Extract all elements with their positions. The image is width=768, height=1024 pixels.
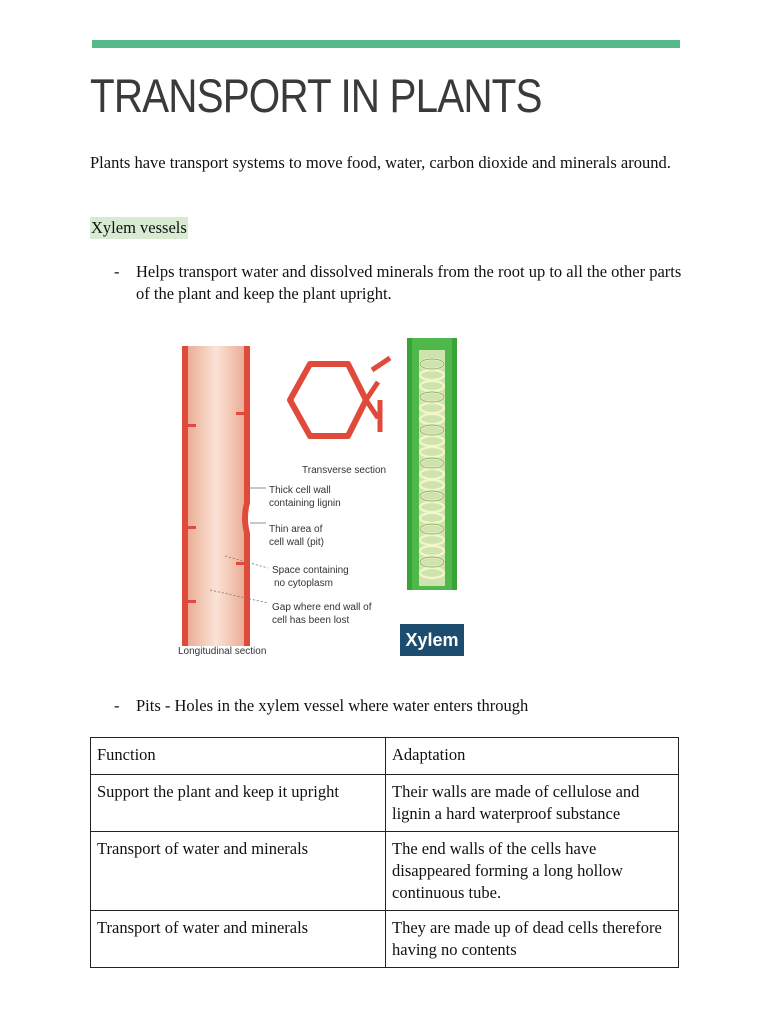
adaptation-cell: The end walls of the cells have disappeared forming a long hollow continuous tube. [386,832,679,911]
adaptation-cell: They are made up of dead cells therefore having no contents [386,911,679,968]
table-row [91,775,679,832]
thin-area-label-2: cell wall (pit) [269,537,325,548]
thick-wall-label-2: containing lignin [269,498,341,509]
space-label-2: no cytoplasm [274,578,333,589]
gap-label-1: Gap where end wall of [272,602,372,613]
page-title: TRANSPORT IN PLANTS [90,69,542,122]
adaptation-cell: Their walls are made of cellulose and lignin a hard waterproof substance [386,775,679,832]
gap-label-2: cell has been lost [272,615,350,626]
bullet-text: Pits - Holes in the xylem vessel where water enters through [136,696,529,715]
xylem-illustration [170,328,610,664]
table-row [91,911,679,968]
table-row [91,832,679,911]
longitudinal-section-label: Longitudinal section [178,646,267,657]
top-rule [92,40,680,48]
thick-wall-label-1: Thick cell wall [269,485,331,496]
header-function: Function [91,738,386,775]
bullet-item [114,261,684,305]
function-cell: Transport of water and minerals [91,911,386,968]
xylem-diagram [170,328,610,664]
bullet-text: Helps transport water and dissolved minerals from the root up to all the other parts of the plant and keep the plant upright. [136,262,682,303]
bullet-item [114,695,684,717]
thin-area-label-1: Thin area of [269,524,323,535]
function-cell: Transport of water and minerals [91,832,386,911]
transverse-section-label: Transverse section [302,465,387,476]
intro-paragraph: Plants have transport systems to move food, water, carbon dioxide and minerals around. [90,153,671,172]
bullet-dash: - [114,696,120,715]
table-header-row [91,738,679,775]
xylem-tag: Xylem [400,624,464,656]
bullet-dash: - [114,262,120,281]
xylem-subheading: Xylem vessels [91,218,187,237]
function-cell: Support the plant and keep it upright [91,775,386,832]
space-label-1: Space containing [272,565,349,576]
header-adaptation: Adaptation [386,738,679,775]
function-adaptation-table [90,737,679,968]
